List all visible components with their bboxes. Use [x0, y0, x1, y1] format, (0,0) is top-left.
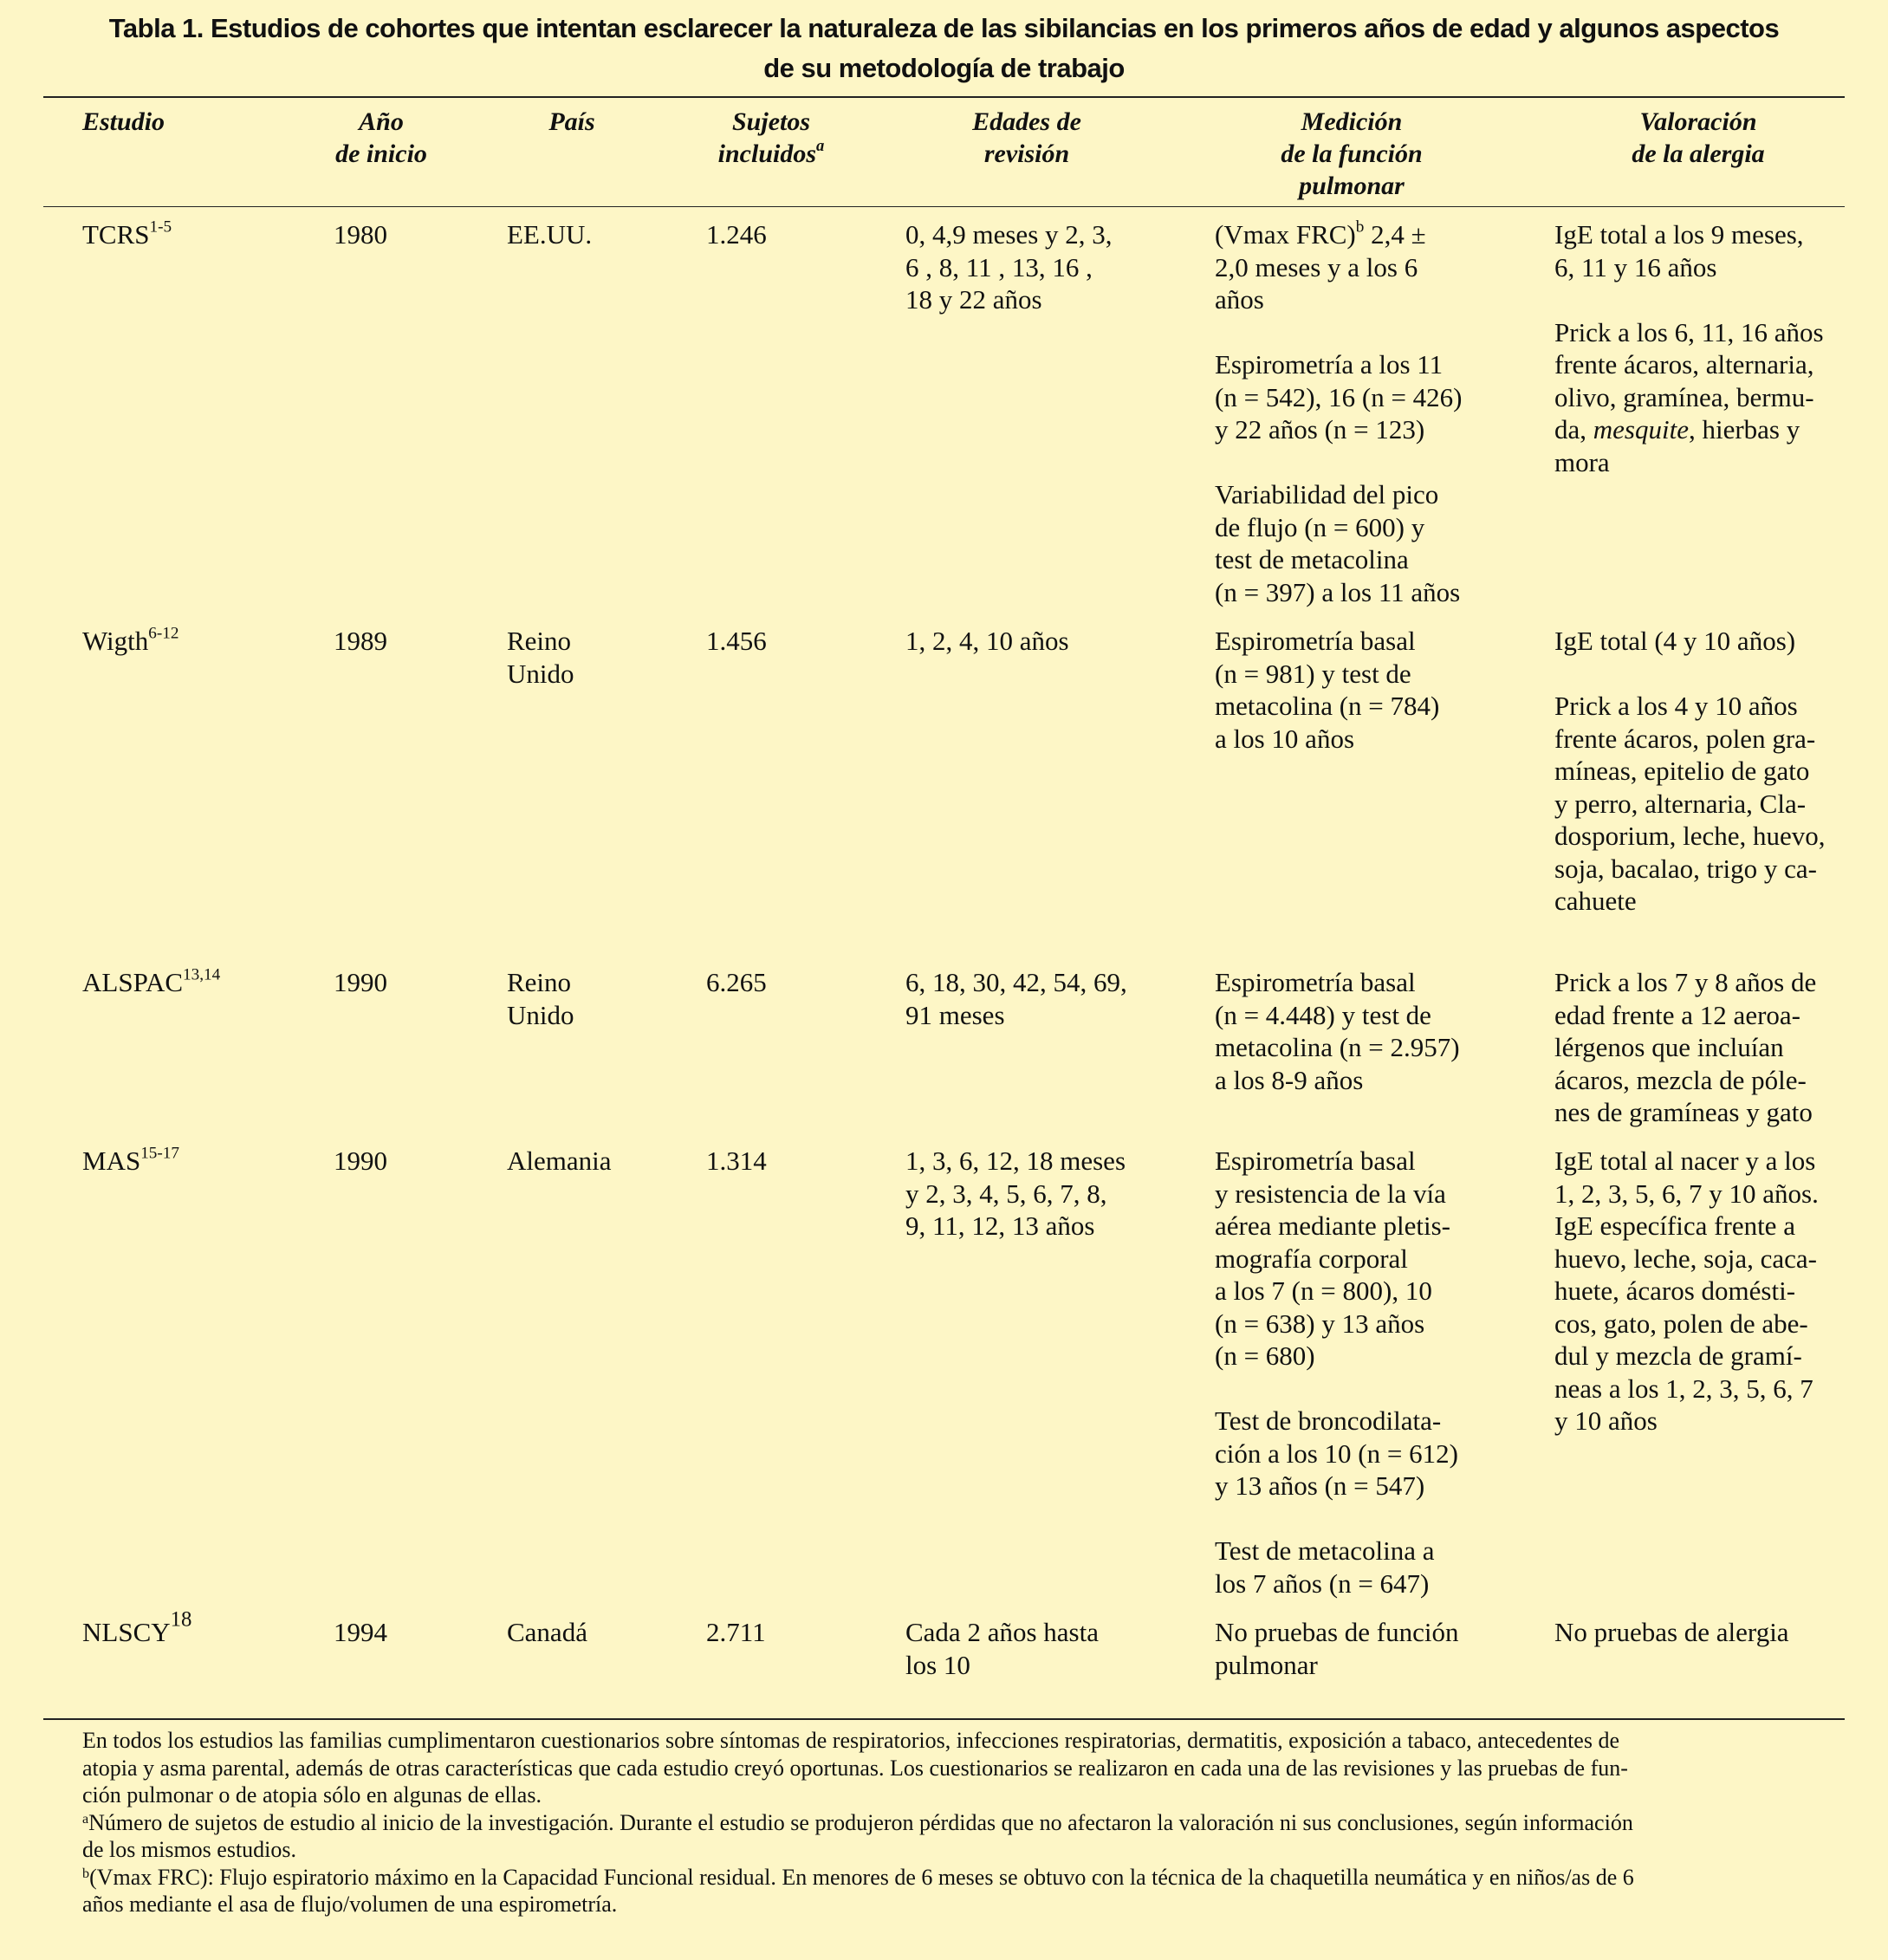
medicion-line: Test de metacolina a [1215, 1535, 1435, 1566]
cell-sujetos: 1.246 [706, 219, 767, 250]
table-title-line-1: Tabla 1. Estudios de cohortes que intentan esclarecer la naturaleza de las sibilancias en los primeros años de edad y algunos aspectos [108, 13, 1780, 43]
edades-line: y 2, 3, 4, 5, 6, 7, 8, [905, 1178, 1107, 1209]
cell-edades [905, 1145, 1183, 1243]
alergia-text: , hierbas y [1688, 414, 1800, 445]
medicion-line: años [1215, 284, 1264, 315]
alergia-line: 1, 2, 3, 5, 6, 7 y 10 años. [1554, 1178, 1819, 1209]
medicion-line: (n = 638) y 13 años [1215, 1308, 1425, 1339]
medicion-paragraph [1215, 1535, 1527, 1600]
alergia-line: ácaros, mezcla de póle- [1554, 1064, 1807, 1095]
alergia-text: da, [1554, 414, 1593, 445]
footnote-b-text: (Vmax FRC): Flujo espiratorio máximo en la Capacidad Funcional residual. En menores de 6 meses se obtuvo con la técnica de la chaquetilla neumática y en niños/as de 6 [89, 1864, 1634, 1890]
cell-estudio [82, 218, 329, 251]
medicion-paragraph [1215, 478, 1527, 608]
header-estudio [82, 106, 329, 138]
header-valoracion-line-1: Valoración [1639, 107, 1757, 136]
header-anio [312, 106, 451, 170]
alergia-paragraph [1554, 690, 1849, 918]
alergia-line [1554, 413, 1849, 446]
alergia-line: míneas, epitelio de gato [1554, 756, 1810, 786]
medicion-line: test de metacolina [1215, 544, 1409, 574]
edades-line: 0, 4,9 meses y 2, 3, [905, 219, 1113, 250]
medicion-line: Espirometría a los 11 [1215, 349, 1444, 380]
alergia-paragraph [1554, 218, 1849, 283]
footnote-general-line: En todos los estudios las familias cumplimentaron cuestionarios sobre síntomas de respiratorios, infecciones respiratorias, dermatitis, exposición a tabaco, antecedentes de [82, 1728, 1620, 1753]
header-sujetos-line-1: Sujetos [731, 107, 811, 136]
alergia-line: nes de gramíneas y gato [1554, 1097, 1813, 1127]
alergia-line: frente ácaros, polen gra- [1554, 723, 1816, 754]
medicion-line: y 13 años (n = 547) [1215, 1470, 1425, 1501]
medicion-line: pulmonar [1215, 1649, 1318, 1680]
alergia-line: huevo, leche, soja, caca- [1554, 1243, 1817, 1274]
alergia-line: 6, 11 y 16 años [1554, 251, 1717, 282]
cell-pais [507, 1616, 693, 1649]
header-medicion-line-1: Medición [1301, 107, 1403, 136]
table-title [52, 9, 1836, 88]
header-valoracion-line-2: de la alergia [1632, 140, 1765, 168]
alergia-line: No pruebas de alergia [1554, 1617, 1789, 1647]
medicion-line [1215, 218, 1527, 251]
medicion-line: metacolina (n = 2.957) [1215, 1032, 1460, 1062]
cell-edades [905, 218, 1183, 316]
cell-alergia [1554, 218, 1849, 478]
medicion-line: No pruebas de función [1215, 1617, 1459, 1647]
medicion-line: 2,0 meses y a los 6 [1215, 251, 1418, 282]
cell-alergia [1554, 1616, 1849, 1649]
cell-edades [905, 1616, 1183, 1681]
alergia-line: soja, bacalao, trigo y ca- [1554, 853, 1817, 884]
alergia-line: olivo, gramínea, bermu- [1554, 381, 1814, 412]
cell-estudio [82, 1145, 329, 1178]
alergia-line: neas a los 1, 2, 3, 5, 6, 7 [1554, 1373, 1813, 1404]
cell-sujetos: 1.314 [706, 1145, 767, 1176]
footnote-a-mark: a [82, 1811, 89, 1827]
alergia-line: IgE total a los 9 meses, [1554, 219, 1804, 250]
cell-pais [507, 625, 693, 690]
medicion-line: y 22 años (n = 123) [1215, 414, 1425, 445]
alergia-line: Prick a los 4 y 10 años [1554, 691, 1798, 721]
edades-line: 18 y 22 años [905, 284, 1042, 315]
header-sujetos-line-2 [693, 138, 849, 170]
medicion-line: (n = 680) [1215, 1340, 1315, 1371]
cell-sujetos: 1.456 [706, 626, 767, 656]
footnote-general-line: ción pulmonar o de atopia sólo en algunas de ellas. [82, 1782, 542, 1807]
cell-estudio [82, 625, 329, 658]
pais-line-1: EE.UU. [507, 219, 593, 250]
estudio-name: NLSCY [82, 1617, 171, 1647]
pais-line-1: Canadá [507, 1617, 587, 1647]
cell-estudio [82, 966, 329, 999]
footnote-b-text: años mediante el asa de flujo/volumen de una espirometría. [82, 1892, 618, 1917]
medicion-line: Test de broncodilata- [1215, 1405, 1442, 1436]
cell-sujetos: 6.265 [706, 967, 767, 997]
medicion-line: a los 7 (n = 800), 10 [1215, 1275, 1432, 1306]
header-medicion-line-2: de la función [1281, 140, 1423, 168]
footnote-b-marker: b [1355, 217, 1365, 237]
header-edades [901, 106, 1152, 170]
medicion-line: (n = 542), 16 (n = 426) [1215, 381, 1463, 412]
medicion-line: (n = 397) a los 11 años [1215, 576, 1461, 607]
alergia-line: IgE total (4 y 10 años) [1554, 626, 1796, 656]
medicion-paragraph [1215, 1145, 1527, 1373]
header-edades-line-2: revisión [983, 140, 1070, 168]
header-pais [503, 106, 641, 138]
alergia-italic-term: mesquite [1593, 414, 1689, 445]
cell-anio: 1994 [334, 1617, 387, 1647]
cell-medicion [1215, 218, 1527, 608]
estudio-ref: 18 [170, 1607, 192, 1632]
medicion-line: (n = 4.448) y test de [1215, 999, 1431, 1030]
alergia-line: frente ácaros, alternaria, [1554, 349, 1814, 380]
cell-sujetos: 2.711 [706, 1617, 766, 1647]
medicion-text: (Vmax FRC) [1215, 219, 1356, 250]
edades-line: 1, 3, 6, 12, 18 meses [905, 1145, 1126, 1176]
pais-line-1: Alemania [507, 1145, 612, 1176]
cell-pais [507, 966, 693, 1031]
header-estudio-label: Estudio [82, 107, 165, 136]
edades-line: 91 meses [905, 999, 1005, 1030]
edades-line: los 10 [905, 1649, 970, 1680]
header-divider [43, 206, 1845, 207]
edades-line: Cada 2 años hasta [905, 1617, 1099, 1647]
medicion-line: Variabilidad del pico [1215, 479, 1439, 509]
cell-alergia [1554, 625, 1849, 918]
alergia-line: huete, ácaros domésti- [1554, 1275, 1796, 1306]
alergia-paragraph [1554, 625, 1849, 658]
alergia-line: IgE total al nacer y a los [1554, 1145, 1816, 1176]
cell-medicion [1215, 1145, 1527, 1600]
medicion-line: Espirometría basal [1215, 626, 1416, 656]
medicion-line: mografía corporal [1215, 1243, 1408, 1274]
estudio-ref: 1-5 [149, 217, 172, 237]
alergia-line: y perro, alternaria, Cla- [1554, 788, 1807, 819]
estudio-ref: 13,14 [183, 965, 221, 984]
medicion-line: a los 8-9 años [1215, 1064, 1364, 1095]
footnote-b-line [82, 1864, 1833, 1892]
footnote-a-line [82, 1809, 1833, 1837]
alergia-line: cos, gato, polen de abe- [1554, 1308, 1808, 1339]
estudio-name: TCRS [82, 219, 150, 250]
header-sujetos-line-2-text: incluidos [717, 140, 817, 168]
medicion-line: aérea mediante pletis- [1215, 1210, 1450, 1241]
alergia-paragraph [1554, 316, 1849, 479]
estudio-ref: 6-12 [148, 624, 179, 643]
alergia-line: dosporium, leche, huevo, [1554, 821, 1826, 851]
estudio-name: Wigth [82, 626, 149, 656]
footnote-a-marker: a [816, 136, 825, 155]
medicion-line: y resistencia de la vía [1215, 1178, 1446, 1209]
estudio-ref: 15-17 [140, 1144, 180, 1163]
medicion-line: los 7 años (n = 647) [1215, 1567, 1430, 1599]
alergia-line: cahuete [1554, 886, 1637, 916]
alergia-line: mora [1554, 446, 1610, 477]
medicion-paragraph [1215, 348, 1527, 446]
alergia-line: dul y mezcla de gramí- [1554, 1340, 1802, 1371]
header-medicion [1213, 106, 1490, 202]
cell-alergia [1554, 966, 1849, 1129]
cell-anio: 1989 [334, 626, 387, 656]
cell-alergia [1554, 1145, 1849, 1438]
pais-line-1: Reino [507, 967, 572, 997]
cell-edades [905, 966, 1183, 1031]
cell-medicion [1215, 966, 1527, 1096]
header-pais-label: País [548, 107, 595, 136]
cell-medicion [1215, 625, 1527, 755]
footnote-a-text: Número de sujetos de estudio al inicio de la investigación. Durante el estudio se produjeron pérdidas que no afectaron la valoración ni sus conclusiones, según información [88, 1809, 1633, 1835]
footnote-b-mark: b [82, 1866, 90, 1881]
edades-line: 6 , 8, 11 , 13, 16 , [905, 251, 1093, 282]
cell-pais [507, 1145, 693, 1178]
pais-line-2: Unido [507, 999, 574, 1030]
cell-anio: 1980 [334, 219, 387, 250]
medicion-line: (n = 981) y test de [1215, 658, 1411, 689]
cell-estudio [82, 1607, 329, 1649]
medicion-line: a los 10 años [1215, 723, 1355, 754]
header-anio-line-2: de inicio [335, 140, 427, 168]
footnote-a-text: de los mismos estudios. [82, 1837, 297, 1862]
cell-pais [507, 218, 693, 251]
medicion-line: metacolina (n = 784) [1215, 691, 1440, 721]
edades-line: 9, 11, 12, 13 años [905, 1210, 1095, 1241]
medicion-line: Espirometría basal [1215, 967, 1416, 997]
alergia-line: y 10 años [1554, 1405, 1658, 1436]
cell-edades [905, 625, 1183, 658]
medicion-line: Espirometría basal [1215, 1145, 1416, 1176]
edades-line: 6, 18, 30, 42, 54, 69, [905, 967, 1127, 997]
medicion-text: 2,4 ± [1364, 219, 1426, 250]
medicion-paragraph [1215, 1405, 1527, 1502]
medicion-line: de flujo (n = 600) y [1215, 511, 1425, 542]
medicion-paragraph [1215, 218, 1527, 316]
table-footnotes [82, 1727, 1833, 1918]
alergia-line: lérgenos que incluían [1554, 1032, 1784, 1062]
header-valoracion [1551, 106, 1846, 170]
cell-anio: 1990 [334, 967, 387, 997]
medicion-line: ción a los 10 (n = 612) [1215, 1438, 1458, 1469]
header-medicion-line-3: pulmonar [1299, 172, 1405, 200]
cell-medicion [1215, 1616, 1527, 1681]
pais-line-2: Unido [507, 658, 574, 689]
pais-line-1: Reino [507, 626, 572, 656]
edades-line: 1, 2, 4, 10 años [905, 626, 1069, 656]
estudio-name: ALSPAC [82, 967, 184, 997]
alergia-line: Prick a los 7 y 8 años de [1554, 967, 1817, 997]
alergia-line: Prick a los 6, 11, 16 años [1554, 316, 1824, 347]
table-bottom-rule [43, 1718, 1845, 1720]
alergia-line: IgE específica frente a [1554, 1210, 1795, 1241]
estudio-name: MAS [82, 1145, 141, 1176]
header-sujetos [693, 106, 849, 170]
header-anio-line-1: Año [359, 107, 404, 136]
alergia-line: edad frente a 12 aeroa- [1554, 999, 1800, 1030]
footnote-general-line: atopia y asma parental, además de otras características que cada estudio creyó oportunas. Los cuestionarios se realizaron en cada una de las revisiones y las pruebas de fun- [82, 1755, 1628, 1781]
table-title-line-2: de su metodología de trabajo [763, 53, 1125, 83]
cell-anio: 1990 [334, 1145, 387, 1176]
header-edades-line-1: Edades de [972, 107, 1081, 136]
table-top-rule [43, 96, 1845, 98]
